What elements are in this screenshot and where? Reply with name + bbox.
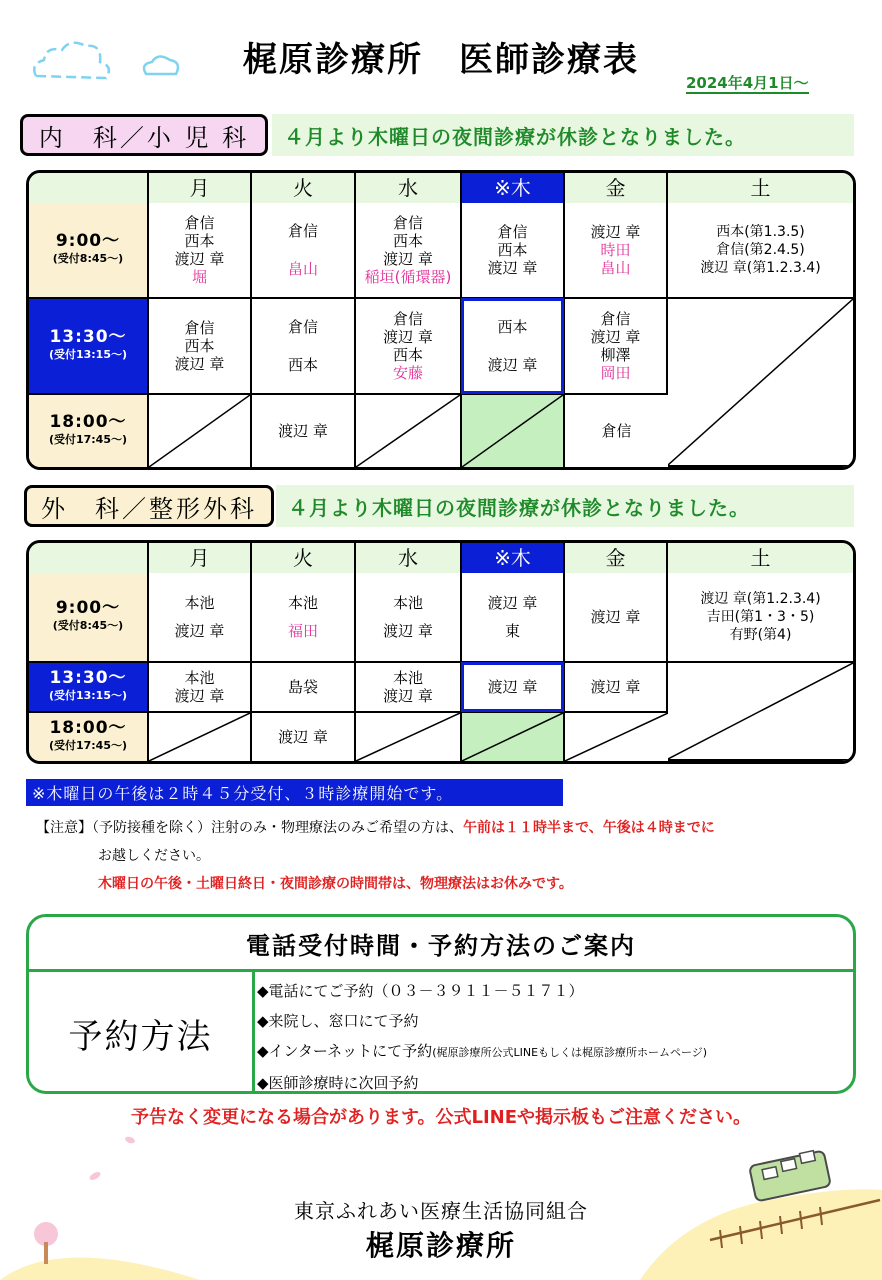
doctor-name: 渡辺 章 (278, 422, 328, 440)
doctor-name: 倉信 (287, 318, 318, 336)
reservation-item-text: ◆インターネットにて予約 (257, 1042, 433, 1060)
cell-mon-morning (149, 573, 252, 663)
schedule-table-internal (26, 170, 856, 470)
reservation-item-phone (257, 976, 853, 1006)
time-reception: (受付17:45～) (48, 739, 128, 752)
doctor-name: 倉信 (392, 214, 423, 232)
closed-slash (668, 663, 853, 759)
closed-slash (565, 713, 668, 761)
schedule-table-surgery (26, 540, 856, 764)
cell-fri-evening (565, 395, 668, 467)
cell-sat-morning (668, 203, 853, 299)
time-slot-morning (29, 573, 149, 663)
time-slot-morning (29, 203, 149, 299)
cell-sat-closed (668, 663, 853, 761)
doctor-name: 東 (504, 622, 520, 640)
time-start: 9:00～ (55, 231, 121, 251)
doctor-name: 倉信 (184, 319, 215, 337)
doctor-name: 有野(第4) (729, 627, 792, 643)
doctor-name: 西本(第1.3.5) (716, 224, 805, 240)
doctor-name: 渡辺 章(第1.2.3.4) (700, 591, 821, 607)
cell-wed-morning (356, 573, 462, 663)
doctor-name: 本池 (184, 669, 215, 687)
dept-label-internal: 内 科／小 児 科 (20, 114, 268, 156)
day-header-fri: 金 (565, 543, 668, 573)
doctor-name: 吉田(第1・3・5) (706, 609, 815, 625)
doctor-name: 渡辺 章 (590, 608, 641, 626)
doctor-name: 倉信 (497, 223, 528, 241)
caution-note (36, 814, 715, 898)
cell-sat-closed (668, 299, 853, 467)
time-reception: (受付13:15～) (48, 348, 128, 361)
notice-surgery: ４月より木曜日の夜間診療が休診となりました。 (276, 485, 854, 527)
day-header-thu: ※木 (462, 543, 565, 573)
cell-sat-morning (668, 573, 853, 663)
doctor-name: 畠山 (287, 260, 318, 278)
cell-wed-evening (356, 713, 462, 761)
doctor-name: 西本 (392, 346, 423, 364)
cell-tue-afternoon (252, 299, 356, 395)
cell-mon-evening (149, 713, 252, 761)
day-header-thu: ※木 (462, 173, 565, 203)
day-header-wed: 水 (356, 543, 462, 573)
doctor-name: 渡辺 章 (174, 622, 225, 640)
doctor-name: 渡辺 章 (278, 728, 328, 746)
time-reception: (受付8:45～) (52, 252, 124, 265)
cell-fri-morning (565, 203, 668, 299)
doctor-name: 畠山 (600, 259, 631, 277)
doctor-name: 倉信 (601, 422, 632, 440)
dept-label-surgery: 外 科／整形外科 (24, 485, 274, 527)
doctor-name: 西本 (287, 356, 318, 374)
reservation-title: 電話受付時間・予約方法のご案内 (29, 917, 853, 972)
reservation-method-label: 予約方法 (29, 972, 255, 1094)
doctor-name: 倉信 (392, 310, 423, 328)
doctor-name: 渡辺 章 (383, 622, 433, 640)
cell-mon-morning (149, 203, 252, 299)
doctor-name: 渡辺 章 (487, 594, 538, 612)
time-slot-afternoon (29, 299, 149, 395)
doctor-name: 安藤 (392, 364, 423, 382)
cell-thu-evening (462, 395, 565, 467)
table-corner (29, 173, 149, 203)
cell-fri-afternoon (565, 299, 668, 395)
day-header-sat: 土 (668, 543, 853, 573)
change-warning: 予告なく変更になる場合があります。公式LINEや掲示板もご注意ください。 (130, 1107, 752, 1128)
doctor-name: 柳澤 (600, 346, 631, 364)
closed-slash (462, 395, 563, 467)
cell-thu-afternoon (462, 299, 565, 395)
cell-wed-morning (356, 203, 462, 299)
caution-prefix: 【注意】（予防接種を除く）注射のみ・物理療法のみご希望の方は、 (36, 820, 463, 836)
doctor-name: 渡辺 章 (487, 678, 538, 696)
cell-thu-afternoon (462, 663, 565, 713)
time-start: 13:30～ (49, 327, 127, 347)
cell-wed-evening (356, 395, 462, 467)
day-header-fri: 金 (565, 173, 668, 203)
doctor-name: 渡辺 章 (174, 687, 225, 705)
closed-slash (668, 299, 853, 465)
time-slot-evening (29, 713, 149, 761)
reservation-item-internet (257, 1036, 853, 1068)
doctor-name: 渡辺 章 (174, 250, 225, 268)
doctor-name: 渡辺 章 (487, 259, 538, 277)
time-start: 9:00～ (55, 598, 121, 618)
cell-mon-afternoon (149, 299, 252, 395)
day-header-wed: 水 (356, 173, 462, 203)
organization-name: 東京ふれあい医療生活協同組合 (294, 1199, 588, 1223)
cell-thu-evening (462, 713, 565, 761)
cell-tue-morning (252, 203, 356, 299)
doctor-name: 西本 (497, 318, 528, 336)
doctor-name: 渡辺 章 (383, 328, 433, 346)
cell-wed-afternoon (356, 663, 462, 713)
cell-tue-evening (252, 713, 356, 761)
thursday-note: ※木曜日の午後は２時４５分受付、３時診療開始です。 (26, 779, 563, 806)
reservation-item-next-visit (257, 1068, 853, 1094)
doctor-name: 倉信 (600, 310, 631, 328)
doctor-name: 渡辺 章(第1.2.3.4) (700, 260, 821, 276)
time-reception: (受付8:45～) (52, 619, 124, 632)
doctor-name: 西本 (184, 337, 215, 355)
time-slot-evening (29, 395, 149, 467)
doctor-name: 倉信 (287, 222, 318, 240)
day-header-mon: 月 (149, 173, 252, 203)
time-start: 18:00～ (49, 412, 127, 432)
doctor-name: 渡辺 章 (590, 223, 641, 241)
doctor-name: 時田 (600, 241, 631, 259)
doctor-name: 倉信(第2.4.5) (716, 242, 805, 258)
doctor-name: 渡辺 章 (383, 250, 433, 268)
closed-slash (356, 395, 460, 467)
doctor-name: 倉信 (184, 214, 215, 232)
doctor-name: 本池 (184, 594, 215, 612)
time-reception: (受付13:15～) (48, 689, 128, 702)
doctor-name: 稲垣(循環器) (364, 268, 452, 286)
day-header-tue: 火 (252, 543, 356, 573)
cell-mon-afternoon (149, 663, 252, 713)
cell-fri-evening (565, 713, 668, 761)
cell-fri-afternoon (565, 663, 668, 713)
day-header-mon: 月 (149, 543, 252, 573)
closed-slash (149, 713, 250, 761)
doctor-name: 福田 (287, 622, 318, 640)
time-reception: (受付17:45～) (48, 433, 128, 446)
clinic-name: 梶原診療所 (365, 1229, 516, 1262)
doctor-name: 西本 (184, 232, 215, 250)
caution-line-2: お越しください。 (98, 848, 210, 864)
closed-slash (462, 713, 563, 761)
doctor-name: 渡辺 章 (590, 328, 641, 346)
closed-slash (149, 395, 250, 467)
doctor-name: 本池 (287, 594, 318, 612)
doctor-name: 渡辺 章 (383, 687, 433, 705)
doctor-name: 渡辺 章 (487, 356, 538, 374)
day-header-sat: 土 (668, 173, 853, 203)
time-slot-afternoon (29, 663, 149, 713)
reservation-item-text: ◆来院し、窓口にて予約 (257, 1012, 419, 1030)
notice-internal: ４月より木曜日の夜間診療が休診となりました。 (272, 114, 854, 156)
reservation-methods-list (255, 972, 853, 1094)
time-start: 18:00～ (49, 718, 127, 738)
doctor-name: 島袋 (287, 678, 318, 696)
doctor-name: 堀 (191, 268, 207, 286)
caution-line-1 (36, 814, 715, 842)
time-start: 13:30～ (49, 668, 127, 688)
doctor-name: 本池 (392, 669, 423, 687)
closed-slash (356, 713, 460, 761)
day-header-tue: 火 (252, 173, 356, 203)
reservation-item-text: ◆医師診療時に次回予約 (257, 1074, 419, 1092)
effective-date: 2024年4月1日～ (686, 74, 809, 92)
cell-tue-evening (252, 395, 356, 467)
reservation-item-visit (257, 1006, 853, 1036)
cell-tue-morning (252, 573, 356, 663)
cell-tue-afternoon (252, 663, 356, 713)
table-corner (29, 543, 149, 573)
page-title: 梶原診療所 医師診療表 (243, 40, 639, 80)
cell-fri-morning (565, 573, 668, 663)
caution-line-3: 木曜日の午後・土曜日終日・夜間診療の時間帯は、物理療法はお休みです。 (98, 876, 573, 892)
reservation-body (29, 972, 853, 1094)
cell-thu-morning (462, 573, 565, 663)
doctor-name: 西本 (392, 232, 423, 250)
doctor-name: 渡辺 章 (590, 678, 641, 696)
reservation-info-box (26, 914, 856, 1094)
doctor-name: 本池 (392, 594, 423, 612)
doctor-name: 渡辺 章 (174, 355, 225, 373)
reservation-item-note: (梶原診療所公式LINEもしくは梶原診療所ホームページ) (432, 1046, 708, 1059)
cell-thu-morning (462, 203, 565, 299)
caution-red: 午前は１１時半まで、午後は４時までに (463, 820, 715, 836)
cell-wed-afternoon (356, 299, 462, 395)
doctor-name: 岡田 (600, 364, 631, 382)
cell-mon-evening (149, 395, 252, 467)
doctor-name: 西本 (497, 241, 528, 259)
reservation-item-text: ◆電話にてご予約（０３－３９１１－５１７１） (257, 982, 584, 1000)
